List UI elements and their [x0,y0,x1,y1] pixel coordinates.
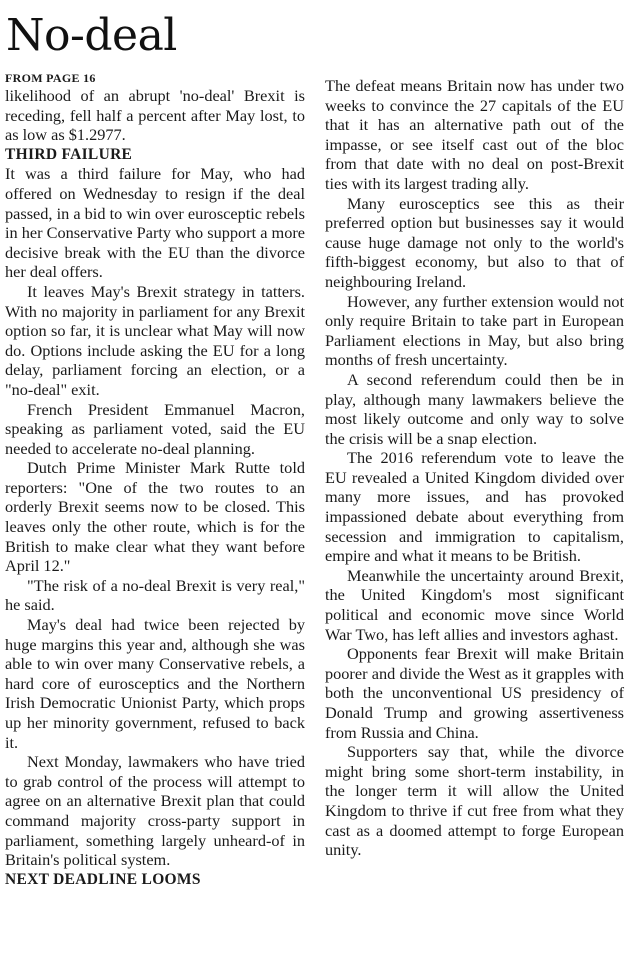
paragraph: Many eurosceptics see this as their preferred option but businesses say it would cause huge damage not only to the world's fifth-biggest economy, but also to that of neighbouring Ireland. [325,193,624,291]
subhead-third-failure: THIRD FAILURE [5,145,133,163]
left-column [5,70,305,889]
paragraph: It leaves May's Brexit strategy in tatters. With no majority in parliament for any Brexit option so far, it is unclear what May will now do. Options include asking the EU for a long delay, parliament forcing an election, or a "no-deal" exit. [5,281,305,399]
jump-line: FROM PAGE 16 [5,71,96,85]
paragraph: likelihood of an abrupt 'no-deal' Brexit is receding, fell half a percent after May lost, to as low as $1.2977. [5,86,305,145]
subhead-next-deadline: NEXT DEADLINE LOOMS [5,870,201,888]
paragraph: Next Monday, lawmakers who have tried to grab control of the process will attempt to agree on an alternative Brexit plan that could command majority cross-party support in parliament, something largely unheard-of in Britain's political system. [5,752,305,870]
paragraph: Supporters say that, while the divorce might bring some short-term instability, in the longer term it will allow the United Kingdom to thrive if cut free from what they cast as a doomed attempt to forge European unity. [325,742,624,860]
paragraph: Dutch Prime Minister Mark Rutte told reporters: "One of the two routes to an orderly Brexit seems now to be closed. This leaves only the other route, which is for the British to make clear what they want before April 12." [5,458,305,576]
paragraph: "The risk of a no-deal Brexit is very real," he said. [5,575,305,615]
headline: No-deal [6,10,177,61]
paragraph: The 2016 referendum vote to leave the EU revealed a United Kingdom divided over many more issues, and has provoked impassioned debate about everything from secession and immigration to capitalism, empire and what it means to be British. [325,448,624,566]
paragraph: The defeat means Britain now has under two weeks to convince the 27 capitals of the EU that it has an alternative path out of the impasse, or see itself cast out of the bloc from that date with no deal on post-Brexit ties with its largest trading ally. [325,76,624,193]
paragraph: Opponents fear Brexit will make Britain poorer and divide the West as it grapples with both the unconventional US presidency of Donald Trump and growing assertiveness from Russia and China. [325,644,624,742]
paragraph: It was a third failure for May, who had offered on Wednesday to resign if the deal passed, in a bid to win over eurosceptic rebels in her Conservative Party who support a more decisive break with the EU than the divorce her deal offers. [5,164,305,282]
right-column [325,76,624,860]
paragraph: However, any further extension would not only require Britain to take part in European Parliament elections in May, but also bring months of fresh uncertainty. [325,291,624,370]
paragraph: Meanwhile the uncertainty around Brexit, the United Kingdom's most significant political and economic move since World War Two, has left allies and investors aghast. [325,565,624,644]
paragraph: French President Emmanuel Macron, speaking as parliament voted, said the EU needed to accelerate no-deal planning. [5,399,305,458]
paragraph: A second referendum could then be in play, although many lawmakers believe the most likely outcome and only way to solve the crisis will be a snap election. [325,369,624,448]
paragraph: May's deal had twice been rejected by huge margins this year and, although she was able to win over many Conservative rebels, a hard core of eurosceptics and the Northern Irish Democratic Unionist Party, which props up her minority government, refused to back it. [5,615,305,752]
